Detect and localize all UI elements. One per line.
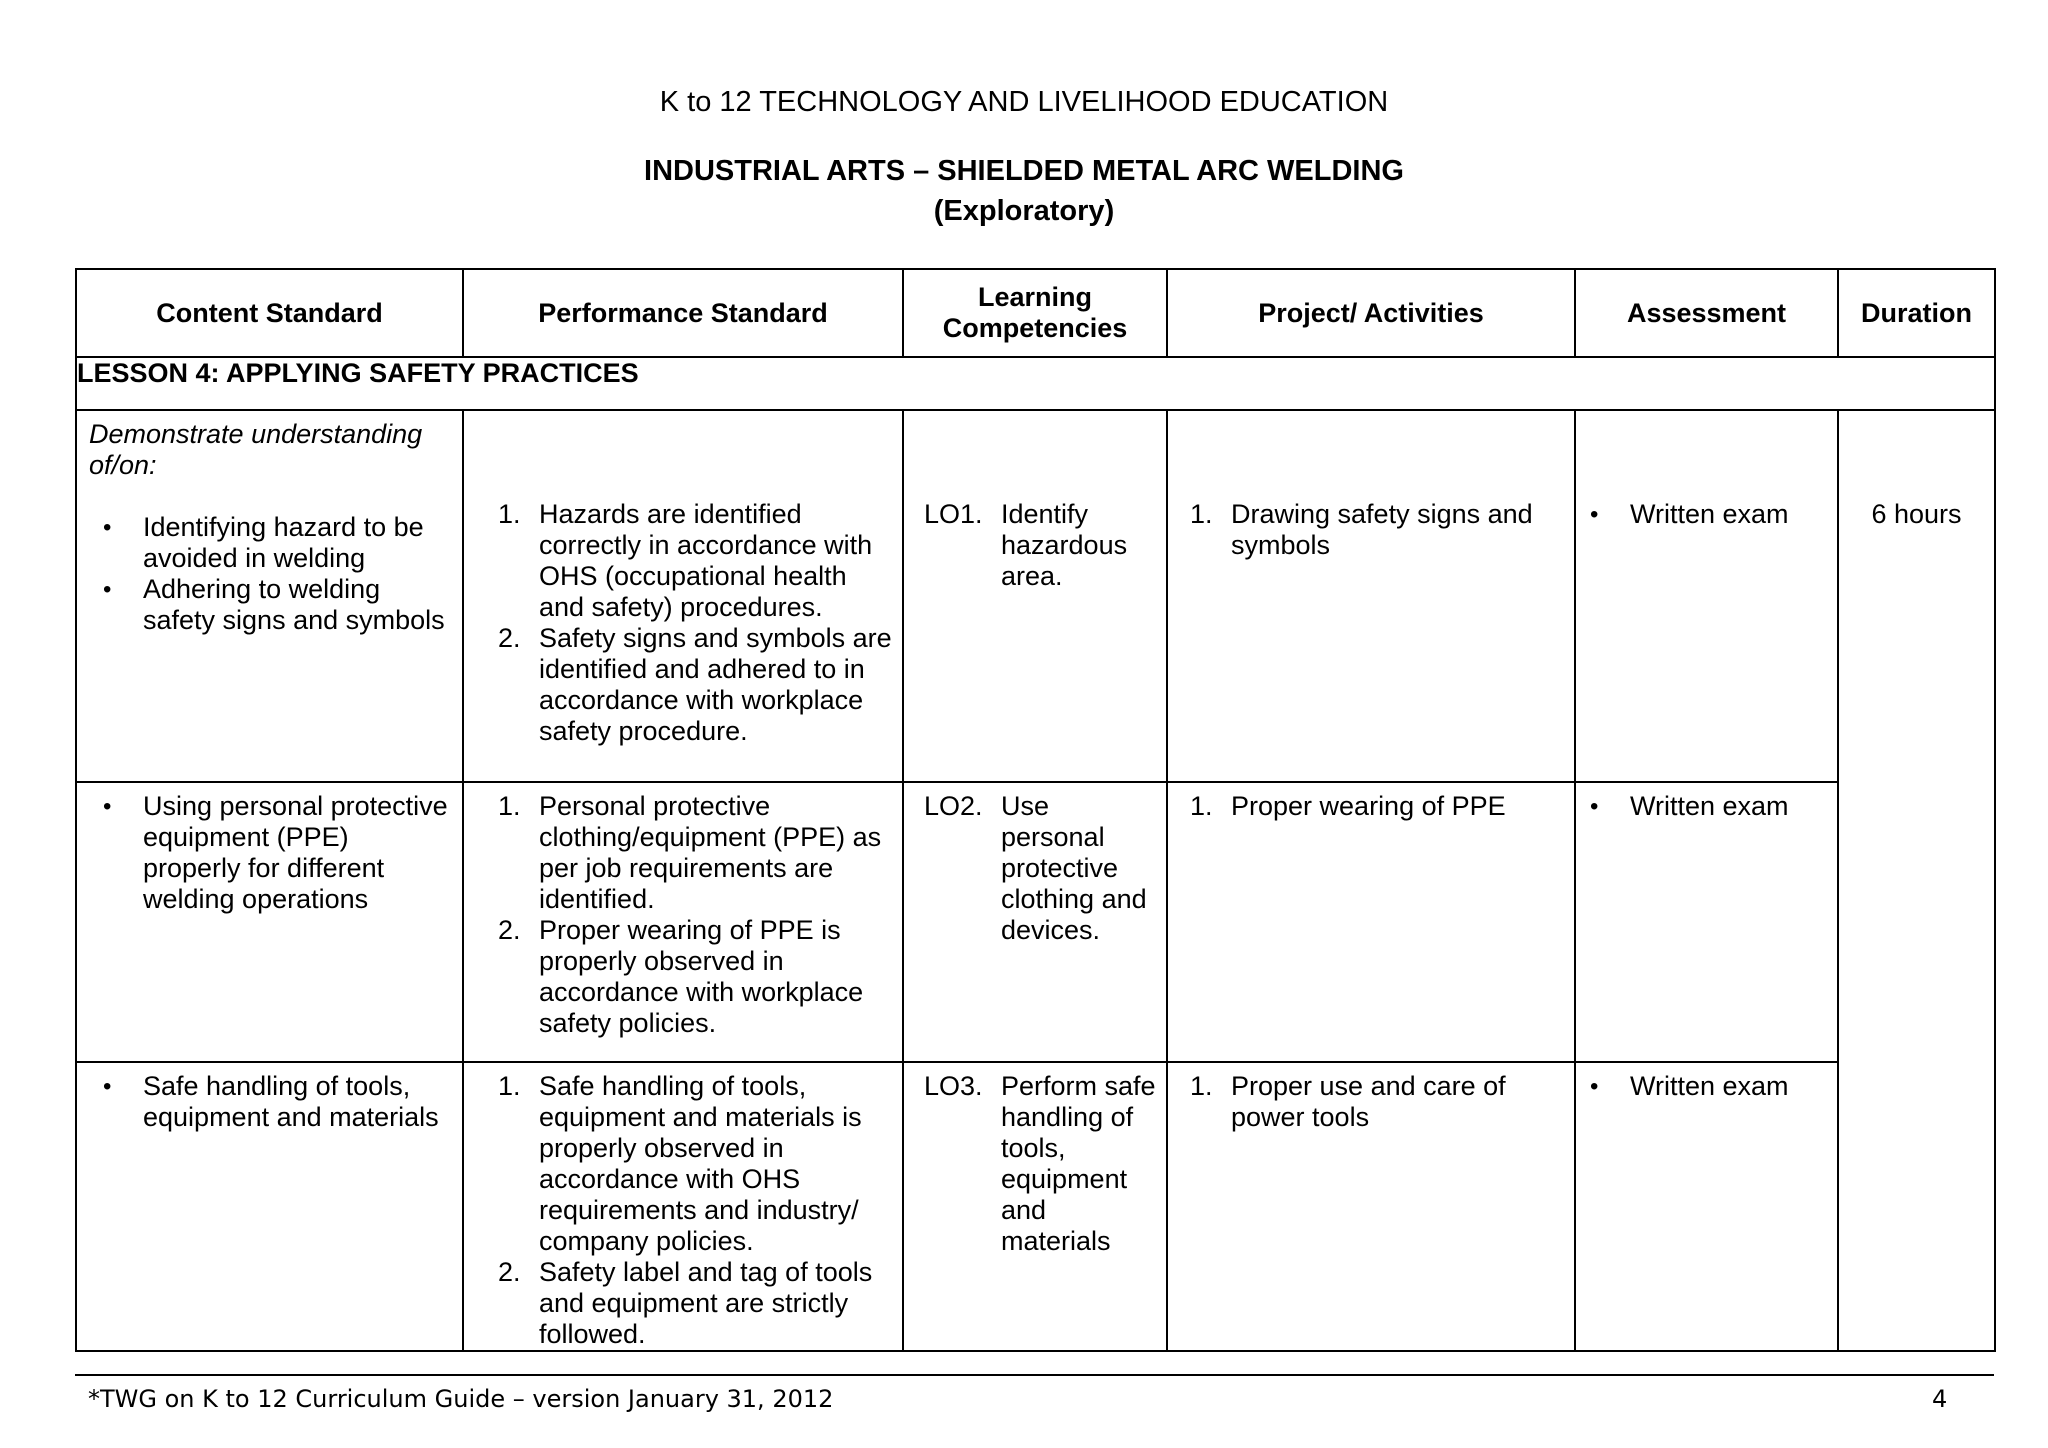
list-item: • Identifying hazard to be avoided in welding (103, 512, 424, 573)
subtitle-line-2: (Exploratory) (933, 195, 1115, 227)
lo-text: Identify hazardous area. (1001, 499, 1128, 591)
footer-divider (75, 1374, 1994, 1376)
bullet-icon: • (103, 793, 112, 820)
table-row (76, 1062, 1995, 1351)
assessment-cell (1575, 1062, 1838, 1351)
bullet-icon: • (1590, 793, 1599, 820)
bullet-icon: • (103, 576, 112, 603)
list-item: • Safe handling of tools, equipment and materials (103, 1071, 439, 1132)
list-item: • Written exam (1590, 499, 1789, 529)
content-intro: Demonstrate understanding of/on: (89, 419, 423, 480)
list-item: • Adhering to welding safety signs and symbols (103, 574, 445, 635)
project-activities-cell (1167, 410, 1575, 782)
list-item: 1. Proper use and care of power tools (1190, 1071, 1506, 1132)
list-item: • Written exam (1590, 1071, 1789, 1101)
learning-competency-cell (903, 782, 1167, 1062)
duration-cell (1838, 410, 1995, 1351)
performance-standard-cell (463, 1062, 903, 1351)
column-header-assessment: Assessment (1575, 269, 1838, 357)
performance-standard-cell (463, 782, 903, 1062)
duration-value: 6 hours (1871, 499, 1962, 529)
content-standard-cell (76, 1062, 463, 1351)
content-standard-cell (76, 410, 463, 782)
learning-outcome (904, 1071, 1156, 1257)
bullet-icon: • (1590, 501, 1599, 528)
list-item: 1. Hazards are identified correctly in accordance with OHS (occupational health and safety) procedures. (498, 499, 873, 622)
lo-code: LO1. (924, 499, 983, 529)
table-row (76, 782, 1995, 1062)
project-activities-cell (1167, 782, 1575, 1062)
assessment-cell (1575, 410, 1838, 782)
table-header-row (76, 269, 1995, 357)
performance-standard-cell (463, 410, 903, 782)
list-item: 2. Proper wearing of PPE is properly observed in accordance with workplace safety policies. (498, 915, 864, 1038)
lo-text: Use personal protective clothing and devices. (1001, 791, 1147, 945)
lo-code: LO3. (924, 1071, 983, 1101)
column-header-content-standard: Content Standard (76, 269, 463, 357)
column-header-learning-competencies: Learning Competencies (903, 269, 1167, 357)
learning-competency-cell (903, 410, 1167, 782)
list-item: 1. Drawing safety signs and symbols (1190, 499, 1533, 560)
lo-text: Perform safe handling of tools, equipment and materials (1001, 1071, 1156, 1256)
content-standard-cell (76, 782, 463, 1062)
list-item: 2. Safety label and tag of tools and equipment are strictly followed. (498, 1257, 873, 1349)
list-item: 2. Safety signs and symbols are identified and adhered to in accordance with workplace safety procedure. (498, 623, 892, 746)
learning-outcome (904, 499, 1156, 592)
learning-outcome (904, 791, 1156, 946)
lo-code: LO2. (924, 791, 983, 821)
curriculum-table (75, 268, 1996, 1352)
learning-competency-cell (903, 1062, 1167, 1351)
bullet-icon: • (103, 514, 112, 541)
project-activities-cell (1167, 1062, 1575, 1351)
footer-text: *TWG on K to 12 Curriculum Guide – version January 31, 2012 (88, 1385, 834, 1413)
list-item: • Using personal protective equipment (PPE) properly for different welding operations (103, 791, 448, 914)
lesson-title: LESSON 4: APPLYING SAFETY PRACTICES (76, 357, 1995, 410)
column-header-duration: Duration (1838, 269, 1995, 357)
column-header-project-activities: Project/ Activities (1167, 269, 1575, 357)
lesson-row (76, 357, 1995, 410)
subtitle-line-1: INDUSTRIAL ARTS – SHIELDED METAL ARC WELDING (644, 155, 1404, 187)
document-title: K to 12 TECHNOLOGY AND LIVELIHOOD EDUCATION (659, 86, 1389, 118)
list-item: 1. Personal protective clothing/equipment (PPE) as per job requirements are identified. (498, 791, 882, 914)
list-item: 1. Proper wearing of PPE (1190, 791, 1506, 821)
list-item: 1. Safe handling of tools, equipment and materials is properly observed in accordance with OHS requirements and industry/ company policies. (498, 1071, 862, 1256)
document-subtitle (0, 151, 2048, 231)
assessment-cell (1575, 782, 1838, 1062)
page-number: 4 (1932, 1385, 1948, 1413)
bullet-icon: • (1590, 1073, 1599, 1100)
list-item: • Written exam (1590, 791, 1789, 821)
bullet-icon: • (103, 1073, 112, 1100)
table-row (76, 410, 1995, 782)
column-header-performance-standard: Performance Standard (463, 269, 903, 357)
